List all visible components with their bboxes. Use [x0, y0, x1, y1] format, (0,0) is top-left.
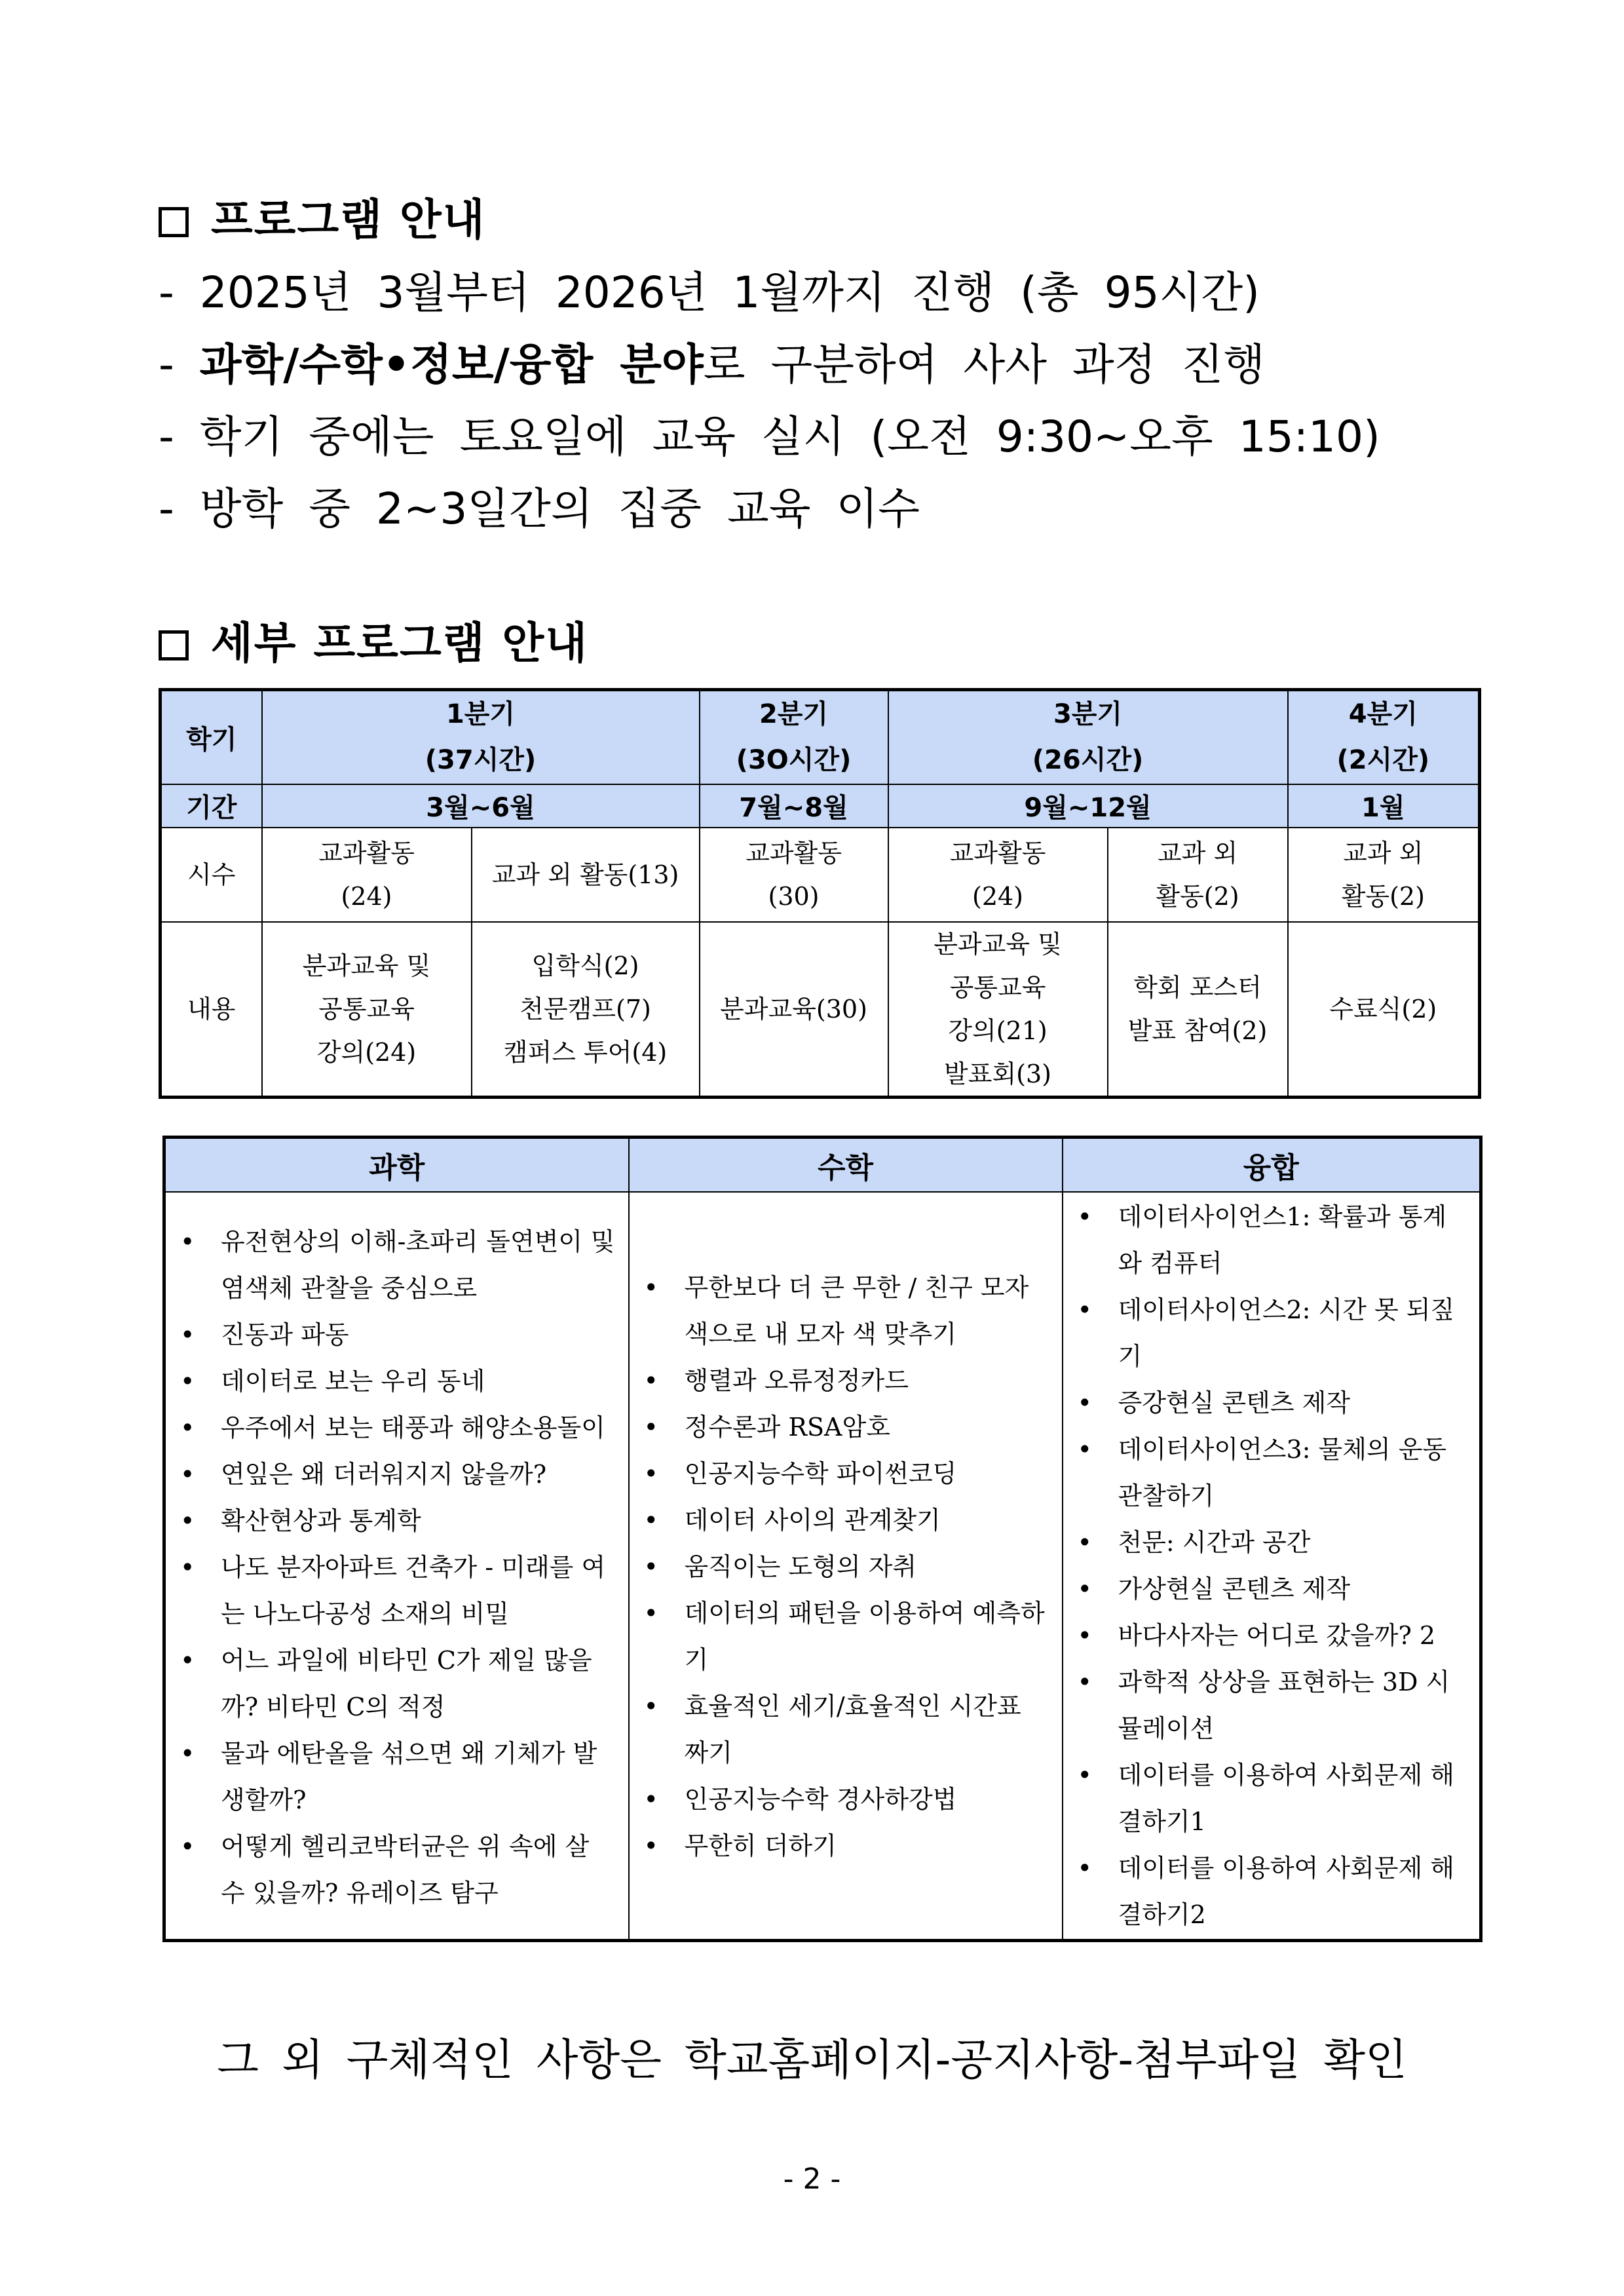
quarter-3-hours: (26시간) [1032, 745, 1144, 776]
hours-line: (24) [972, 881, 1024, 911]
list-item: • 인공지능수학 파이썬코딩 [630, 1451, 1049, 1497]
quarter-1-name: 1분기 [445, 699, 516, 730]
quarter-3-name: 3분기 [1053, 699, 1123, 730]
list-item: • 데이터사이언스2: 시간 못 되짚기 [1063, 1287, 1467, 1380]
hours-line: 교과활동 [318, 838, 415, 868]
math-list [630, 1193, 1062, 1869]
quarter-4-hours: (2시간) [1336, 745, 1430, 776]
program-bullet-list [159, 257, 1380, 545]
content-cell [700, 922, 888, 1098]
content-label: 내용 [161, 922, 262, 1098]
list-item: • 어떻게 헬리코박터균은 위 속에 살 수 있을까? 유레이즈 탐구 [166, 1824, 615, 1917]
hours-line: 교과활동 [949, 838, 1046, 868]
content-line: 공통교육 [949, 972, 1046, 1002]
footer-note: 그 외 구체적인 사항은 학교홈페이지-공지사항-첨부파일 확인 [217, 2035, 1407, 2085]
subjects-table [162, 1136, 1482, 1942]
hours-cell [888, 828, 1108, 922]
period-label: 기간 [161, 784, 262, 828]
bullet-vacation: - 방학 중 2~3일간의 집중 교육 이수 [159, 484, 920, 534]
quarter-2-name: 2분기 [759, 699, 829, 730]
hours-cell [1288, 828, 1480, 922]
hours-line: 교과 외 [1343, 838, 1424, 868]
list-item: • 유전현상의 이해-초파리 돌연변이 및 염색체 관찰을 중심으로 [166, 1219, 615, 1312]
list-item: • 바다사자는 어디로 갔을까? 2 [1063, 1613, 1467, 1659]
detail-section-title [159, 608, 588, 670]
math-header: 수학 [629, 1138, 1063, 1193]
bullet-fields-bold: 과학/수학•정보/융합 분야 [199, 339, 704, 390]
list-item: • 가상현실 콘텐츠 제작 [1063, 1566, 1467, 1613]
program-title-text: 프로그램 안내 [211, 195, 486, 245]
list-item: • 데이터를 이용하여 사회문제 해결하기1 [1063, 1752, 1467, 1845]
content-cell [472, 922, 700, 1098]
bullet-fields-prefix: - [159, 339, 200, 390]
subjects-body-row [164, 1192, 1481, 1940]
list-item: • 데이터로 보는 우리 동네 [166, 1358, 615, 1405]
hours-cell [472, 828, 700, 922]
checkbox-square-icon [159, 207, 189, 237]
quarter-3-period: 9월~12월 [888, 784, 1288, 828]
list-item: • 우주에서 보는 태풍과 해양소용돌이 [166, 1405, 615, 1451]
content-line: 분과교육(30) [720, 994, 867, 1024]
hours-cell [262, 828, 472, 922]
checkbox-square-icon [159, 630, 189, 660]
content-line: 강의(24) [316, 1037, 417, 1067]
detail-title-text: 세부 프로그램 안내 [211, 618, 589, 668]
quarter-1-period: 3월~6월 [262, 784, 700, 828]
subjects-header-row [164, 1138, 1481, 1193]
hours-line: 활동(2) [1156, 881, 1239, 911]
quarter-2-hours: (3O시간) [736, 745, 852, 776]
content-line: 천문캠프(7) [519, 994, 651, 1024]
hours-line: 교과 외 활동(13) [491, 860, 679, 889]
bullet-fields-rest: 로 구분하여 사사 과정 진행 [703, 339, 1265, 390]
list-item: • 행렬과 오류정정카드 [630, 1358, 1049, 1404]
list-item: • 확산현상과 통계학 [166, 1498, 615, 1544]
science-list [166, 1193, 628, 1917]
quarter-3-header [888, 690, 1288, 784]
content-line: 수료식(2) [1329, 994, 1437, 1024]
fusion-header: 융합 [1063, 1138, 1481, 1193]
science-header: 과학 [164, 1138, 629, 1193]
hours-label: 시수 [161, 828, 262, 922]
quarter-1-hours: (37시간) [425, 745, 537, 776]
list-item: • 인공지능수학 경사하강법 [630, 1776, 1049, 1823]
science-column [164, 1192, 629, 1940]
quarter-1-header [262, 690, 700, 784]
hours-line: (30) [768, 881, 820, 911]
content-line: 캠퍼스 투어(4) [503, 1037, 668, 1067]
content-line: 입학식(2) [531, 951, 639, 980]
hours-line: 교과활동 [746, 838, 842, 868]
content-cell [888, 922, 1108, 1098]
quarter-4-period: 1월 [1288, 784, 1480, 828]
list-item: • 데이터의 패턴을 이용하여 예측하기 [630, 1590, 1049, 1683]
schedule-content-row [161, 922, 1480, 1098]
content-line: 분과교육 및 [934, 929, 1062, 959]
fusion-list [1063, 1193, 1480, 1938]
list-item: • 움직이는 도형의 자취 [630, 1544, 1049, 1590]
list-item: • 과학적 상상을 표현하는 3D 시뮬레이션 [1063, 1659, 1467, 1752]
schedule-table [159, 688, 1481, 1099]
math-column [629, 1192, 1063, 1940]
list-item: • 데이터사이언스1: 확률과 통계와 컴퓨터 [1063, 1194, 1467, 1287]
content-cell [262, 922, 472, 1098]
quarter-2-period: 7월~8월 [700, 784, 888, 828]
list-item: • 나도 분자아파트 건축가 - 미래를 여는 나노다공성 소재의 비밀 [166, 1544, 615, 1637]
list-item: • 데이터를 이용하여 사회문제 해결하기2 [1063, 1845, 1467, 1938]
bullet-saturday: - 학기 중에는 토요일에 교육 실시 (오전 9:30~오후 15:10) [159, 411, 1380, 462]
list-item: • 증강현실 콘텐츠 제작 [1063, 1380, 1467, 1426]
hours-line: (24) [341, 881, 392, 911]
list-item: • 데이터사이언스3: 물체의 운동 관찰하기 [1063, 1426, 1467, 1520]
content-cell [1108, 922, 1288, 1098]
list-item: • 천문: 시간과 공간 [1063, 1520, 1467, 1566]
schedule-period-row [161, 784, 1480, 828]
hours-line: 활동(2) [1341, 881, 1425, 911]
content-line: 강의(21) [948, 1016, 1048, 1045]
content-line: 공통교육 [318, 994, 415, 1024]
content-line: 발표 참여(2) [1127, 1016, 1268, 1045]
hours-cell [700, 828, 888, 922]
list-item: • 정수론과 RSA암호 [630, 1404, 1049, 1451]
quarter-4-name: 4분기 [1348, 699, 1418, 730]
list-item: • 진동과 파동 [166, 1312, 615, 1358]
semester-label: 학기 [161, 690, 262, 784]
program-section-title [159, 185, 486, 247]
list-item: • 무한보다 더 큰 무한 / 친구 모자 색으로 내 모자 색 맞추기 [630, 1265, 1049, 1358]
content-line: 분과교육 및 [302, 951, 431, 980]
list-item: • 물과 에탄올을 섞으면 왜 기체가 발생할까? [166, 1731, 615, 1824]
page-number: - 2 - [783, 2162, 841, 2196]
content-cell [1288, 922, 1480, 1098]
content-line: 학회 포스터 [1133, 972, 1262, 1002]
content-line: 발표회(3) [944, 1059, 1051, 1088]
schedule-quarter-row [161, 690, 1480, 784]
hours-line: 교과 외 [1157, 838, 1238, 868]
hours-cell [1108, 828, 1288, 922]
schedule-hours-row [161, 828, 1480, 922]
quarter-4-header [1288, 690, 1480, 784]
list-item: • 어느 과일에 비타민 C가 제일 많을까? 비타민 C의 적정 [166, 1637, 615, 1731]
list-item: • 연잎은 왜 더러워지지 않을까? [166, 1451, 615, 1498]
fusion-column [1063, 1192, 1481, 1940]
list-item: • 무한히 더하기 [630, 1823, 1049, 1869]
quarter-2-header [700, 690, 888, 784]
list-item: • 데이터 사이의 관계찾기 [630, 1497, 1049, 1544]
bullet-period: - 2025년 3월부터 2026년 1월까지 진행 (총 95시간) [159, 267, 1260, 318]
bullet-fields [159, 329, 1380, 401]
list-item: • 효율적인 세기/효율적인 시간표 짜기 [630, 1683, 1049, 1776]
